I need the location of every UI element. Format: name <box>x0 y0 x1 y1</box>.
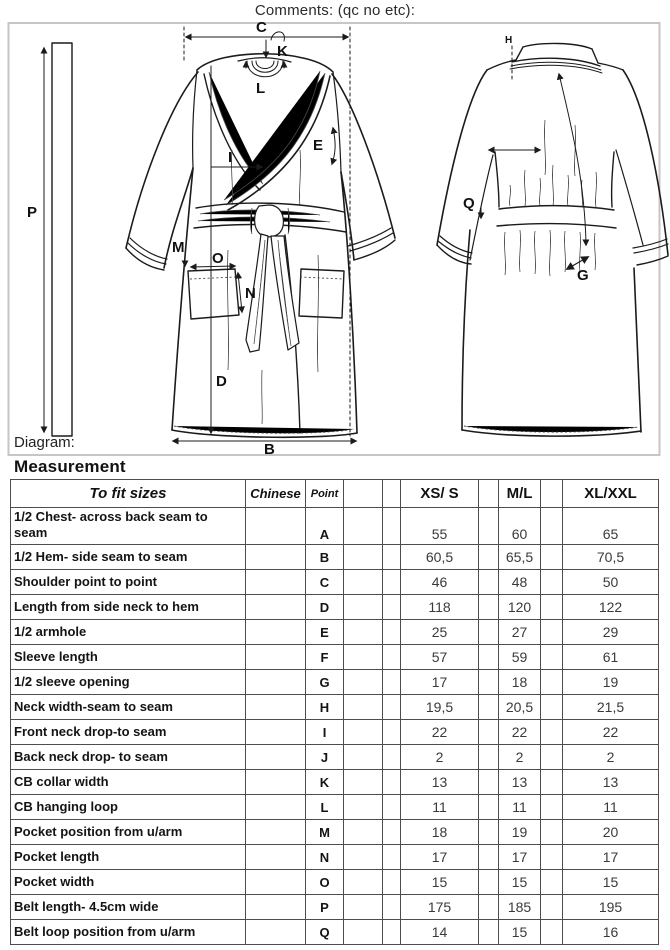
value-xl: 16 <box>563 920 659 945</box>
chinese-cell <box>246 695 306 720</box>
empty-cell <box>541 870 563 895</box>
value-xl: 20 <box>563 820 659 845</box>
empty-cell <box>541 620 563 645</box>
value-ml: 120 <box>499 595 541 620</box>
point-cell: N <box>306 845 344 870</box>
empty-cell <box>479 820 499 845</box>
value-xs: 2 <box>401 745 479 770</box>
value-xs: 57 <box>401 645 479 670</box>
value-xs: 14 <box>401 920 479 945</box>
table-header-row <box>11 480 659 508</box>
empty-cell <box>479 870 499 895</box>
empty-cell <box>541 920 563 945</box>
table-row <box>11 845 659 870</box>
point-cell: G <box>306 670 344 695</box>
measurement-name: CB hanging loop <box>11 795 246 820</box>
empty-cell <box>383 845 401 870</box>
empty-cell <box>344 795 383 820</box>
chinese-cell <box>246 795 306 820</box>
value-ml: 27 <box>499 620 541 645</box>
table-row <box>11 920 659 945</box>
value-ml: 15 <box>499 920 541 945</box>
comments-label: Comments: (qc no etc): <box>254 2 416 19</box>
table-row <box>11 895 659 920</box>
empty-cell <box>541 895 563 920</box>
value-xs: 11 <box>401 795 479 820</box>
header-point: Point <box>306 480 344 508</box>
table-row <box>11 745 659 770</box>
point-label-B: B <box>264 441 275 458</box>
chinese-cell <box>246 820 306 845</box>
value-ml: 18 <box>499 670 541 695</box>
value-xs: 15 <box>401 870 479 895</box>
empty-cell <box>383 695 401 720</box>
point-cell: L <box>306 795 344 820</box>
value-xl: 22 <box>563 720 659 745</box>
chinese-cell <box>246 895 306 920</box>
point-label-E: E <box>313 137 324 154</box>
chinese-cell <box>246 570 306 595</box>
empty-cell <box>479 595 499 620</box>
empty-cell <box>479 745 499 770</box>
chinese-cell <box>246 508 306 545</box>
measurement-name: Pocket width <box>11 870 246 895</box>
point-cell: J <box>306 745 344 770</box>
value-ml: 48 <box>499 570 541 595</box>
empty-cell <box>344 820 383 845</box>
table-row <box>11 820 659 845</box>
value-xs: 19,5 <box>401 695 479 720</box>
measurement-name: CB collar width <box>11 770 246 795</box>
empty-cell <box>479 920 499 945</box>
value-xl: 21,5 <box>563 695 659 720</box>
empty-cell <box>344 595 383 620</box>
point-label-N: N <box>245 285 256 302</box>
point-cell: B <box>306 545 344 570</box>
point-label-Q: Q <box>463 195 475 212</box>
empty-cell <box>541 645 563 670</box>
measurement-name: Neck width-seam to seam <box>11 695 246 720</box>
empty-cell <box>541 770 563 795</box>
point-cell: E <box>306 620 344 645</box>
empty-cell <box>541 545 563 570</box>
empty-cell <box>344 545 383 570</box>
empty-cell <box>479 670 499 695</box>
table-row <box>11 645 659 670</box>
empty-cell <box>479 508 499 545</box>
empty-cell <box>479 545 499 570</box>
chinese-cell <box>246 920 306 945</box>
value-xs: 25 <box>401 620 479 645</box>
empty-cell <box>383 670 401 695</box>
value-ml: 60 <box>499 508 541 545</box>
point-cell: H <box>306 695 344 720</box>
empty-cell <box>479 620 499 645</box>
value-ml: 17 <box>499 845 541 870</box>
empty-cell <box>383 745 401 770</box>
value-ml: 15 <box>499 870 541 895</box>
table-row <box>11 595 659 620</box>
empty-cell <box>344 508 383 545</box>
point-label-M: M <box>172 239 185 256</box>
header-size-xl: XL/XXL <box>563 480 659 508</box>
empty-cell <box>479 570 499 595</box>
chinese-cell <box>246 720 306 745</box>
value-ml: 13 <box>499 770 541 795</box>
empty-cell <box>344 745 383 770</box>
table-row <box>11 870 659 895</box>
empty-cell <box>479 645 499 670</box>
empty-cell <box>344 770 383 795</box>
chinese-cell <box>246 595 306 620</box>
empty-cell <box>383 645 401 670</box>
chinese-cell <box>246 620 306 645</box>
point-cell: K <box>306 770 344 795</box>
empty-cell <box>344 570 383 595</box>
measurement-name: 1/2 Chest- across back seam to seam <box>11 508 246 545</box>
header-empty-cell <box>344 480 383 508</box>
empty-cell <box>541 795 563 820</box>
empty-cell <box>383 870 401 895</box>
point-label-G: G <box>577 267 589 284</box>
empty-cell <box>383 895 401 920</box>
measurement-table-body <box>11 508 659 945</box>
measurement-name: Belt loop position from u/arm <box>11 920 246 945</box>
chinese-cell <box>246 845 306 870</box>
header-empty-cell <box>541 480 563 508</box>
chinese-cell <box>246 770 306 795</box>
measurement-name: Length from side neck to hem <box>11 595 246 620</box>
empty-cell <box>383 920 401 945</box>
empty-cell <box>541 695 563 720</box>
point-cell: I <box>306 720 344 745</box>
header-chinese: Chinese <box>246 480 306 508</box>
value-xs: 22 <box>401 720 479 745</box>
point-cell: D <box>306 595 344 620</box>
value-ml: 11 <box>499 795 541 820</box>
empty-cell <box>344 645 383 670</box>
point-label-D: D <box>216 373 227 390</box>
value-xl: 2 <box>563 745 659 770</box>
value-xs: 46 <box>401 570 479 595</box>
value-xl: 13 <box>563 770 659 795</box>
value-xl: 65 <box>563 508 659 545</box>
empty-cell <box>479 695 499 720</box>
value-xl: 122 <box>563 595 659 620</box>
table-row <box>11 795 659 820</box>
robe-diagram <box>0 0 670 458</box>
empty-cell <box>541 508 563 545</box>
value-xl: 70,5 <box>563 545 659 570</box>
header-empty-cell <box>479 480 499 508</box>
chinese-cell <box>246 745 306 770</box>
table-row <box>11 670 659 695</box>
empty-cell <box>479 720 499 745</box>
empty-cell <box>541 720 563 745</box>
table-row <box>11 720 659 745</box>
table-row <box>11 620 659 645</box>
empty-cell <box>344 720 383 745</box>
empty-cell <box>479 795 499 820</box>
empty-cell <box>344 670 383 695</box>
header-size-ml: M/L <box>499 480 541 508</box>
measurement-name: Back neck drop- to seam <box>11 745 246 770</box>
point-label-H: H <box>505 35 513 46</box>
empty-cell <box>383 570 401 595</box>
back-view-drawing <box>437 43 668 436</box>
point-cell: A <box>306 508 344 545</box>
empty-cell <box>479 845 499 870</box>
measurement-table <box>10 479 659 945</box>
value-xl: 11 <box>563 795 659 820</box>
point-cell: O <box>306 870 344 895</box>
table-row <box>11 770 659 795</box>
empty-cell <box>479 895 499 920</box>
measurement-name: Belt length- 4.5cm wide <box>11 895 246 920</box>
value-xl: 19 <box>563 670 659 695</box>
empty-cell <box>383 508 401 545</box>
chinese-cell <box>246 870 306 895</box>
table-row <box>11 545 659 570</box>
value-xl: 61 <box>563 645 659 670</box>
value-ml: 185 <box>499 895 541 920</box>
header-to-fit-sizes: To fit sizes <box>11 480 246 508</box>
empty-cell <box>541 820 563 845</box>
measurement-name: Shoulder point to point <box>11 570 246 595</box>
table-row <box>11 695 659 720</box>
value-ml: 22 <box>499 720 541 745</box>
empty-cell <box>383 620 401 645</box>
value-ml: 20,5 <box>499 695 541 720</box>
measurement-name: 1/2 Hem- side seam to seam <box>11 545 246 570</box>
value-xs: 55 <box>401 508 479 545</box>
value-xs: 175 <box>401 895 479 920</box>
empty-cell <box>541 570 563 595</box>
empty-cell <box>383 545 401 570</box>
value-ml: 19 <box>499 820 541 845</box>
header-empty-cell <box>383 480 401 508</box>
point-label-I: I <box>228 149 233 166</box>
value-xs: 60,5 <box>401 545 479 570</box>
measurement-name: Pocket position from u/arm <box>11 820 246 845</box>
empty-cell <box>541 745 563 770</box>
value-xs: 13 <box>401 770 479 795</box>
empty-cell <box>383 770 401 795</box>
point-cell: P <box>306 895 344 920</box>
point-label-L: L <box>256 80 266 97</box>
empty-cell <box>541 595 563 620</box>
chinese-cell <box>246 670 306 695</box>
belt-flat-drawing <box>27 43 72 436</box>
back-annotations <box>463 35 589 284</box>
header-size-xs: XS/ S <box>401 480 479 508</box>
empty-cell <box>383 795 401 820</box>
measurement-name: Pocket length <box>11 845 246 870</box>
measurement-name: 1/2 armhole <box>11 620 246 645</box>
empty-cell <box>383 595 401 620</box>
value-xl: 15 <box>563 870 659 895</box>
table-row <box>11 570 659 595</box>
value-xs: 118 <box>401 595 479 620</box>
point-label-P: P <box>27 204 38 221</box>
empty-cell <box>344 870 383 895</box>
value-xl: 29 <box>563 620 659 645</box>
value-xl: 17 <box>563 845 659 870</box>
empty-cell <box>541 670 563 695</box>
value-xs: 17 <box>401 670 479 695</box>
empty-cell <box>344 620 383 645</box>
point-label-O: O <box>212 250 224 267</box>
empty-cell <box>383 820 401 845</box>
measurement-name: 1/2 sleeve opening <box>11 670 246 695</box>
table-row <box>11 508 659 545</box>
value-ml: 59 <box>499 645 541 670</box>
empty-cell <box>383 720 401 745</box>
point-label-K: K <box>277 43 288 60</box>
value-ml: 65,5 <box>499 545 541 570</box>
chinese-cell <box>246 545 306 570</box>
point-label-C: C <box>256 19 267 36</box>
value-xl: 50 <box>563 570 659 595</box>
diagram-label: Diagram: <box>14 434 75 451</box>
measurement-title: Measurement <box>14 457 126 476</box>
empty-cell <box>344 695 383 720</box>
point-cell: Q <box>306 920 344 945</box>
chinese-cell <box>246 645 306 670</box>
measurement-name: Front neck drop-to seam <box>11 720 246 745</box>
empty-cell <box>344 920 383 945</box>
value-xl: 195 <box>563 895 659 920</box>
empty-cell <box>541 845 563 870</box>
point-cell: M <box>306 820 344 845</box>
point-cell: C <box>306 570 344 595</box>
value-xs: 17 <box>401 845 479 870</box>
point-cell: F <box>306 645 344 670</box>
empty-cell <box>344 845 383 870</box>
empty-cell <box>344 895 383 920</box>
measurement-name: Sleeve length <box>11 645 246 670</box>
value-ml: 2 <box>499 745 541 770</box>
value-xs: 18 <box>401 820 479 845</box>
empty-cell <box>479 770 499 795</box>
